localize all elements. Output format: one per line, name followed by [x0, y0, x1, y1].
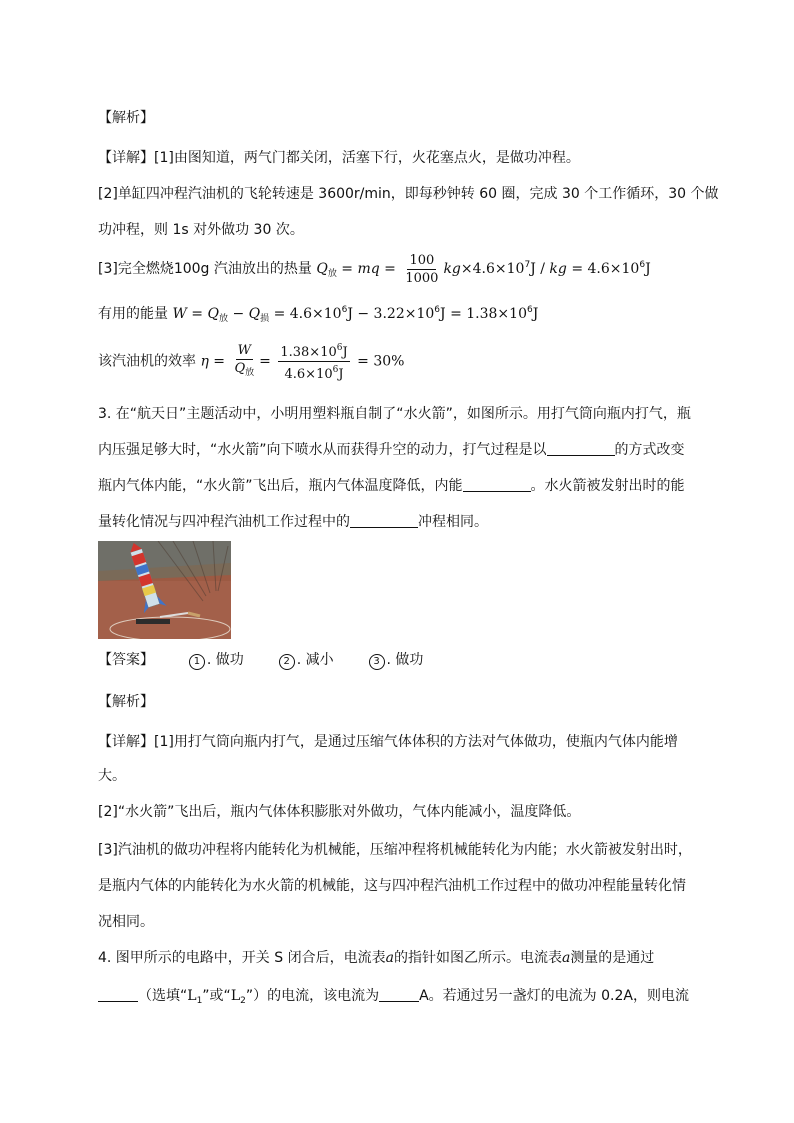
formula-exponent: 6: [434, 305, 441, 315]
detail-line-1: [98, 148, 580, 168]
fraction-numerator: W: [237, 342, 252, 358]
detail-label: 【详解】: [98, 150, 154, 166]
detail-text: [1]由图知道，两气门都关闭，活塞下行，火花塞点火，是做功冲程。: [154, 150, 580, 166]
answer-label: 【答案】: [98, 652, 154, 668]
q3-analysis-heading: 【解析】: [98, 694, 154, 710]
formula-prefix: 该汽油机的效率: [98, 353, 196, 370]
formula-exponent: 7: [524, 260, 531, 270]
formula-symbol: W: [172, 306, 187, 322]
fraction-numerator: 100: [409, 252, 435, 268]
q3-text: 量转化情况与四冲程汽油机工作过程中的: [98, 514, 350, 530]
q4-text: （选填“: [138, 988, 188, 1004]
answer-blank[interactable]: [463, 477, 531, 492]
q4-text: 4. 图甲所示的电路中，开关 S 闭合后，电流表: [98, 950, 386, 966]
formula-unit: kg: [443, 261, 461, 277]
formula-term: 4.6×10: [284, 367, 333, 382]
formula-subscript: 放: [245, 367, 255, 378]
detail-line-2a: [2]单缸四冲程汽油机的飞轮转速是 3600r/min，即每秒钟转 60 圈，完成 30 个工作循环，30 个做: [98, 186, 719, 202]
ammeter-symbol: a: [561, 950, 571, 966]
answer-text: . 做功: [206, 652, 244, 668]
detail-efficiency: [98, 340, 404, 383]
fraction-denominator: 1000: [405, 270, 439, 286]
formula-term: =: [259, 353, 271, 370]
q3-text: 冲程相同。: [418, 514, 488, 530]
formula-term: J = 1.38×10: [440, 306, 527, 322]
formula-result: = 4.6×10: [571, 261, 640, 277]
formula-symbol: Q: [234, 360, 246, 376]
q3-text: 的方式改变: [614, 442, 685, 458]
formula-term: = mq =: [341, 261, 396, 277]
formula-subscript: 放: [327, 269, 337, 279]
fraction: [278, 340, 349, 383]
q3-detail-1a: [98, 732, 678, 752]
q3-line-1: 3. 在“航天日”主题活动中，小明用塑料瓶自制了“水火箭”，如图所示。用打气筒向瓶内打气，瓶: [98, 406, 691, 422]
formula-unit: J: [342, 345, 348, 360]
formula-exponent: 6: [341, 305, 348, 315]
q3-line-3: [98, 476, 685, 496]
q4-text: 测量的是通过: [570, 950, 655, 966]
lamp-symbol: L: [230, 988, 241, 1004]
q4-line-1: [98, 948, 654, 968]
formula-term: =: [213, 353, 226, 370]
formula-term: J: [532, 306, 539, 322]
answer-number: 1: [189, 654, 205, 670]
answer-text: . 做功: [386, 652, 424, 668]
answer-number: 2: [279, 654, 295, 670]
answer-number: 3: [369, 654, 385, 670]
q3-answer-line: [98, 650, 423, 670]
formula-unit: J /: [530, 261, 550, 277]
fraction: [232, 342, 256, 382]
q3-detail-3b: 是瓶内气体的内能转化为水火箭的机械能，这与四冲程汽油机工作过程中的做功冲程能量转化情: [98, 878, 686, 894]
formula-exponent: 6: [639, 260, 646, 270]
q3-text: 内压强足够大时，“水火箭”向下喷水从而获得升空的动力，打气过程是以: [98, 442, 547, 458]
ammeter-symbol: a: [385, 950, 394, 966]
formula-symbol: η: [200, 353, 209, 370]
q4-text: 的指针如图乙所示。电流表: [393, 950, 562, 966]
fraction: [403, 252, 440, 287]
lamp-symbol: L: [187, 988, 197, 1004]
detail-useful-energy: [98, 300, 538, 329]
q3-detail-3a: [3]汽油机的做功冲程将内能转化为机械能，压缩冲程将机械能转化为内能；水火箭被发射出时，: [98, 842, 692, 858]
formula-symbol: Q: [316, 261, 328, 277]
formula-term: =: [191, 306, 204, 322]
formula-prefix: [3]完全燃烧100g 汽油放出的热量: [98, 261, 312, 277]
q3-text: 瓶内气体内能，“水火箭”飞出后，瓶内气体温度降低，内能: [98, 478, 463, 494]
answer-blank[interactable]: [350, 513, 418, 528]
formula-exponent: 6: [332, 365, 339, 375]
formula-exponent: 6: [336, 343, 343, 353]
fraction-numerator: [278, 340, 349, 362]
formula-term: J − 3.22×10: [347, 306, 435, 322]
formula-term: ×4.6×10: [460, 261, 525, 277]
q4-text: ”）的电流，该电流为: [245, 988, 380, 1004]
q4-text: A。若通过另一盏灯的电流为 0.2A，则电流: [419, 988, 689, 1004]
formula-unit: J: [338, 367, 344, 382]
formula-subscript: 损: [260, 314, 270, 324]
q3-detail-1b: 大。: [98, 768, 126, 784]
answer-blank[interactable]: [547, 441, 615, 456]
formula-symbol: Q: [248, 306, 261, 322]
formula-term: = 4.6×10: [273, 306, 342, 322]
q4-line-2: [98, 986, 689, 1011]
q3-text: 。水火箭被发射出时的能: [530, 478, 685, 494]
formula-unit: J: [645, 261, 651, 277]
q3-detail-3c: 况相同。: [98, 914, 154, 930]
lamp-subscript: 1: [196, 996, 203, 1006]
q4-text: ”或“: [202, 988, 231, 1004]
formula-exponent: 6: [526, 305, 533, 315]
detail-line-2b: 功冲程，则 1s 对外做功 30 次。: [98, 222, 304, 238]
water-rocket-photo: [98, 541, 231, 639]
fraction-denominator: [283, 362, 346, 383]
formula-prefix: 有用的能量: [98, 306, 168, 322]
formula-subscript: 放: [218, 314, 228, 324]
q3-line-2: [98, 440, 685, 460]
detail-label: 【详解】: [98, 734, 154, 750]
formula-term: −: [232, 306, 245, 322]
answer-text: . 减小: [296, 652, 334, 668]
lamp-subscript: 2: [240, 996, 246, 1006]
formula-result: = 30%: [357, 353, 405, 370]
fraction-denominator: [232, 360, 256, 382]
answer-blank[interactable]: [98, 987, 138, 1002]
formula-symbol: Q: [207, 306, 219, 322]
formula-unit: kg: [549, 261, 567, 277]
detail-heat-formula: [98, 246, 651, 293]
q3-line-4: [98, 512, 488, 532]
answer-blank[interactable]: [379, 987, 419, 1002]
q3-detail-2: [2]“水火箭”飞出后，瓶内气体体积膨胀对外做功，气体内能减小，温度降低。: [98, 804, 581, 820]
detail-text: [1]用打气筒向瓶内打气，是通过压缩气体体积的方法对气体做功，使瓶内气体内能增: [154, 734, 678, 750]
analysis-heading: 【解析】: [98, 110, 154, 126]
formula-term: 1.38×10: [280, 345, 337, 360]
